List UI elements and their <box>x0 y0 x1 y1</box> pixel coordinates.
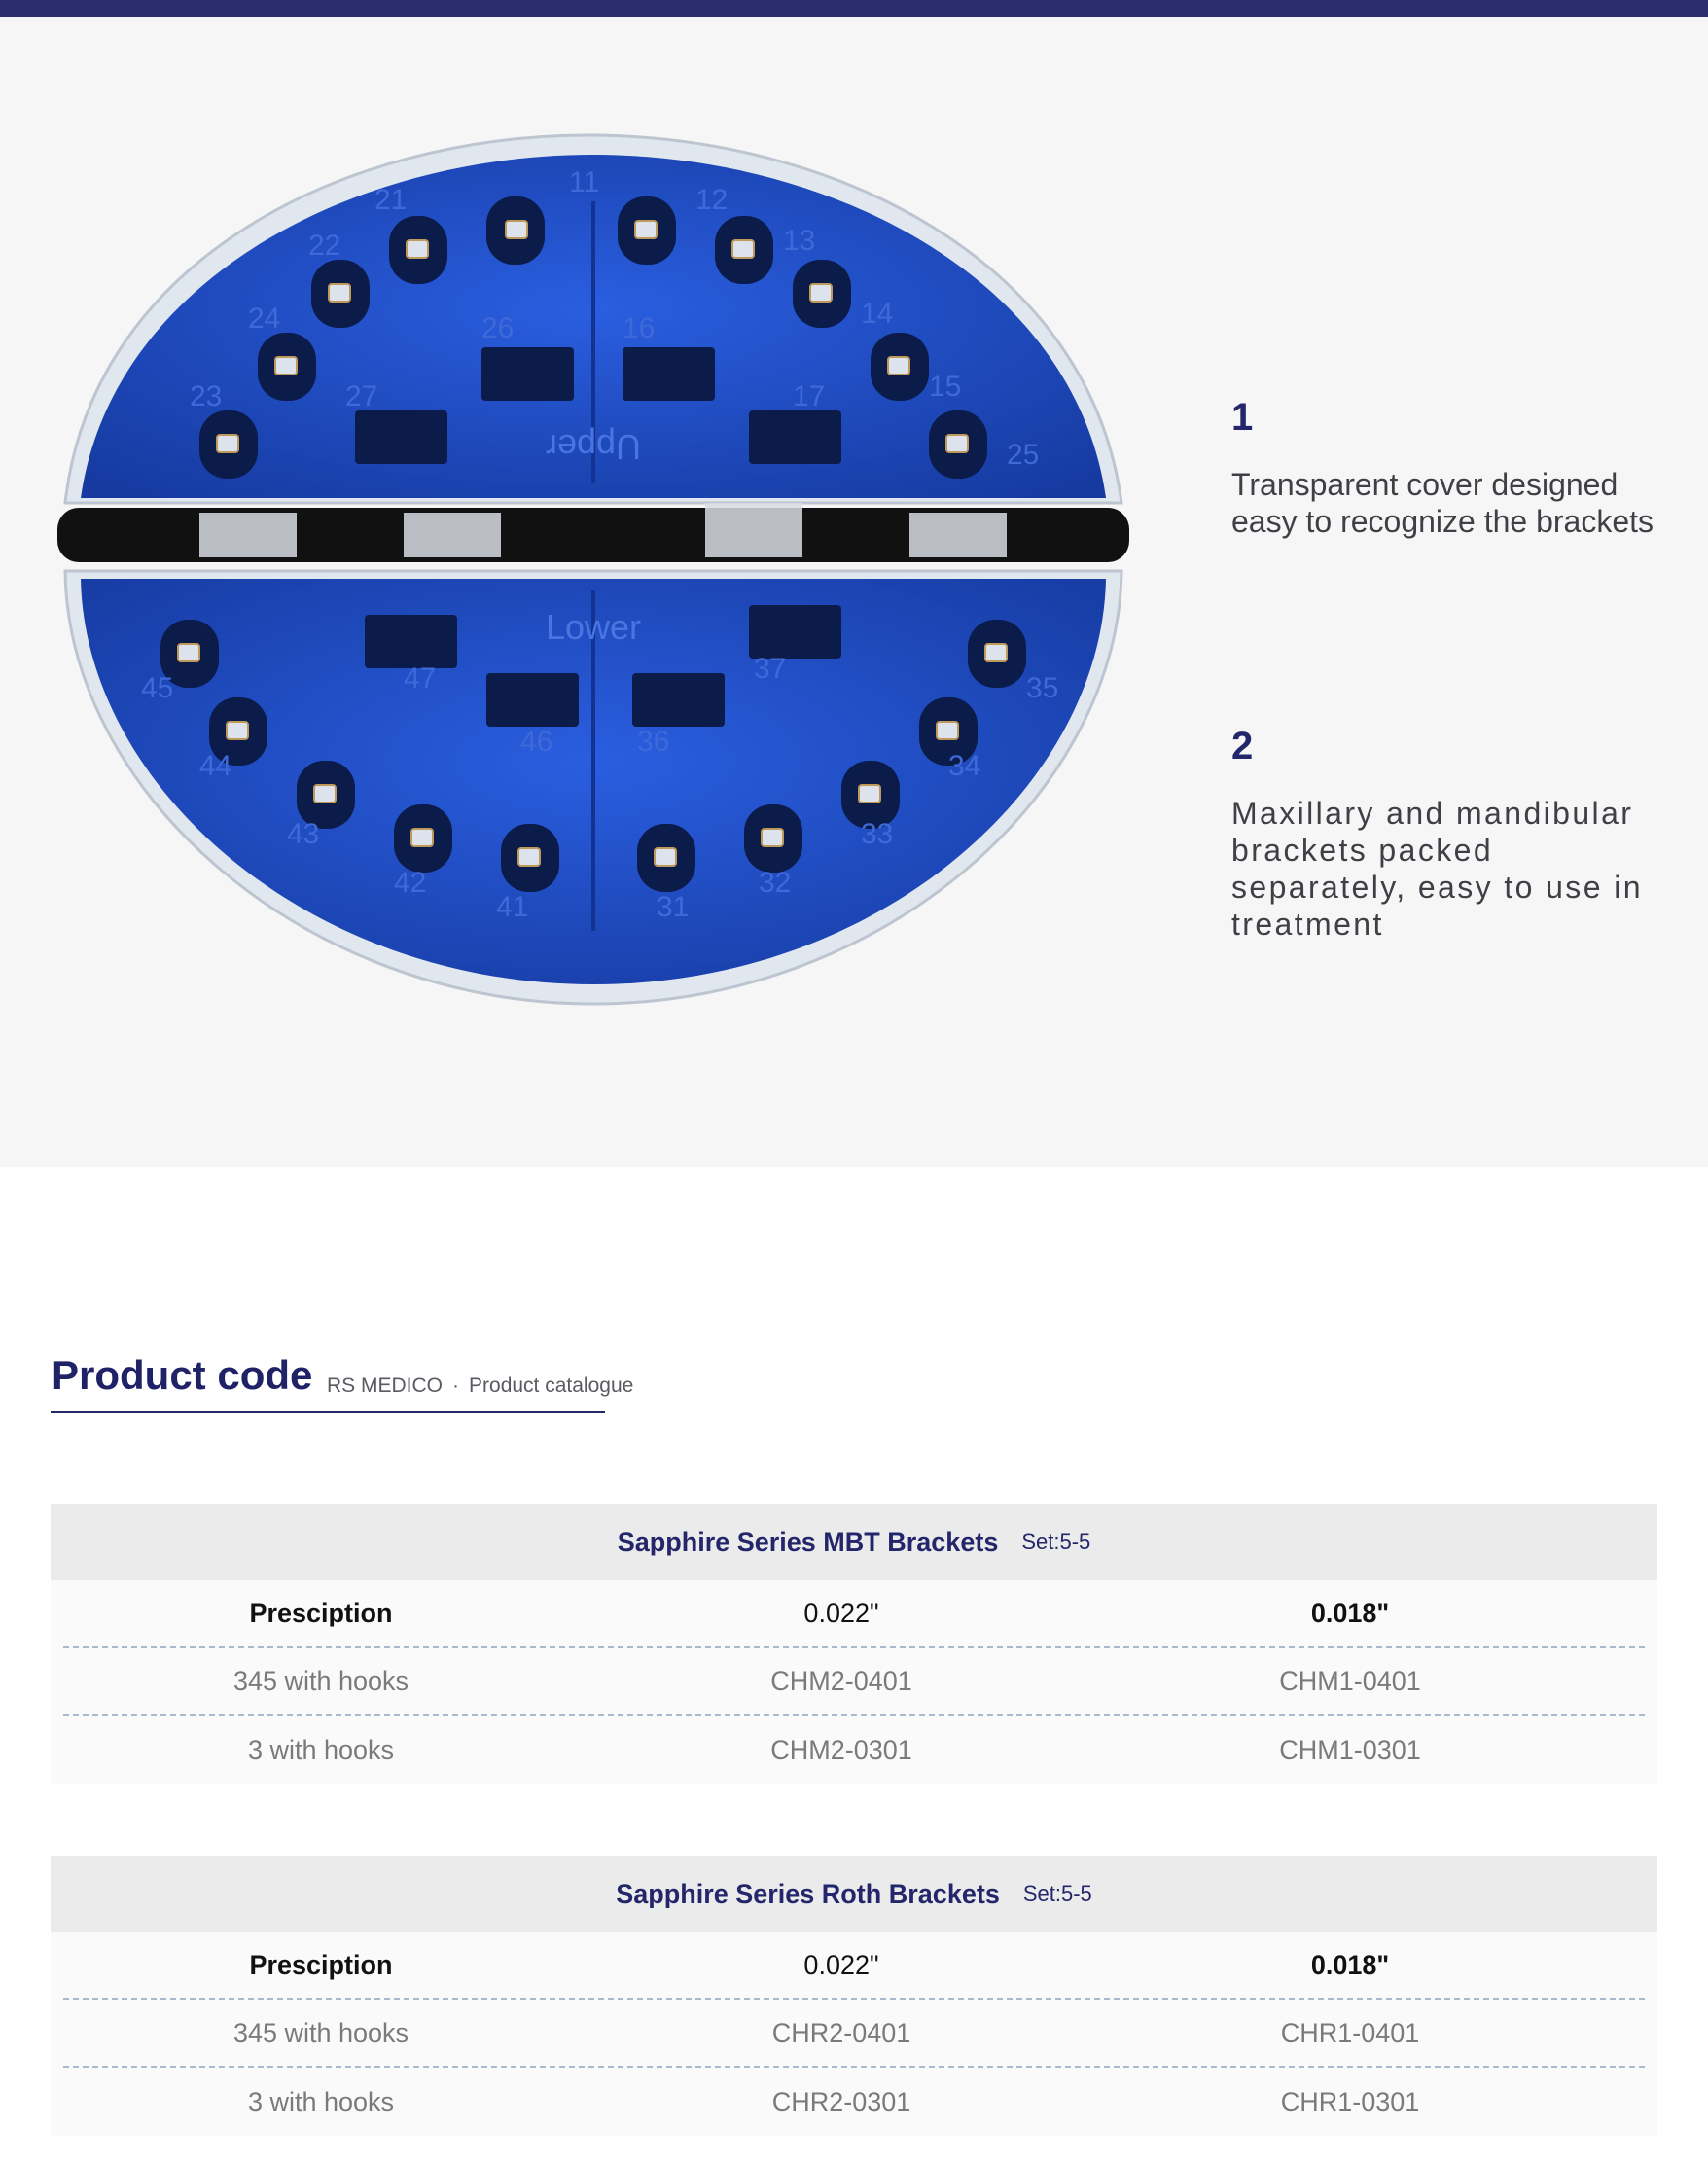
table-cell: 345 with hooks <box>232 1665 409 1695</box>
upper-tooth-number: 25 <box>1007 439 1040 471</box>
upper-tooth-number: 17 <box>793 380 826 412</box>
upper-tooth-number: 15 <box>929 371 962 403</box>
lower-tooth-number: 42 <box>394 867 427 899</box>
upper-tooth-number: 21 <box>374 184 408 216</box>
lower-tooth-number: 32 <box>759 867 792 899</box>
table-row <box>63 2068 1645 2136</box>
feature-number: 2 <box>1231 725 1254 767</box>
lower-tooth-number: 37 <box>754 653 787 685</box>
upper-tooth-number: 23 <box>190 380 223 412</box>
product-code-heading <box>51 1347 634 1413</box>
column-header: 0.018" <box>1310 1949 1390 1980</box>
upper-tray-label: Upper <box>545 427 642 467</box>
feature-1 <box>1231 398 1679 540</box>
table-cell: 345 with hooks <box>232 2017 409 2048</box>
table-cell: CHM2-0401 <box>770 1665 912 1695</box>
column-header: 0.018" <box>1310 1597 1390 1627</box>
brand-name: RS MEDICO <box>327 1374 444 1397</box>
table-header <box>51 1504 1657 1580</box>
upper-tooth-number: 22 <box>308 230 341 262</box>
catalogue-label: Product catalogue <box>469 1374 634 1397</box>
table-title: Sapphire Series Roth Brackets <box>616 1878 1000 1908</box>
table-column-header-row <box>63 1580 1645 1648</box>
section-subtitle <box>327 1374 633 1398</box>
product-table-roth <box>51 1856 1657 2136</box>
lower-tray-label: Lower <box>545 607 642 647</box>
separator: · <box>452 1374 460 1397</box>
table-title: Sapphire Series MBT Brackets <box>617 1526 999 1556</box>
table-column-header-row <box>63 1932 1645 2000</box>
table-row <box>63 1716 1645 1784</box>
column-header: Presciption <box>249 1597 393 1627</box>
upper-tooth-number: 11 <box>569 166 600 198</box>
section-title: Product code <box>52 1352 313 1398</box>
bracket-case-illustration <box>53 114 1133 1018</box>
lower-tooth-number: 36 <box>637 726 670 758</box>
upper-tooth-number: 13 <box>783 225 816 257</box>
lower-tooth-number: 45 <box>141 672 174 704</box>
lower-tooth-number: 31 <box>657 891 690 923</box>
table-cell: CHR1-0401 <box>1280 2017 1420 2048</box>
table-row <box>63 1648 1645 1716</box>
product-hero <box>0 17 1708 1167</box>
table-cell: CHM1-0401 <box>1279 1665 1421 1695</box>
table-cell: CHR1-0301 <box>1280 2087 1420 2117</box>
lower-tooth-number: 47 <box>404 662 437 695</box>
feature-text: Maxillary and mandibular brackets packed separately, easy to use in treatment <box>1231 796 1643 942</box>
feature-text: Transparent cover designed easy to recognize the brackets <box>1231 467 1655 539</box>
upper-tooth-number: 24 <box>248 303 281 335</box>
column-header: 0.022" <box>803 1949 879 1980</box>
table-body <box>51 1580 1657 1784</box>
table-cell: CHM1-0301 <box>1279 1734 1421 1765</box>
table-cell: 3 with hooks <box>247 2087 395 2117</box>
column-header: Presciption <box>249 1949 393 1980</box>
table-set: Set:5-5 <box>1022 1881 1092 1906</box>
product-table-mbt <box>51 1504 1657 1784</box>
upper-tooth-number: 12 <box>695 184 729 216</box>
lower-tooth-number: 44 <box>199 750 232 782</box>
table-set: Set:5-5 <box>1021 1529 1091 1553</box>
table-cell: CHR2-0401 <box>771 2017 911 2048</box>
lower-tooth-number: 35 <box>1026 672 1059 704</box>
lower-tooth-number: 46 <box>520 726 553 758</box>
table-cell: 3 with hooks <box>247 1734 395 1765</box>
table-cell: CHR2-0301 <box>771 2087 911 2117</box>
upper-tooth-number: 26 <box>481 312 515 344</box>
upper-tooth-number: 14 <box>861 298 894 330</box>
table-header <box>51 1856 1657 1932</box>
upper-tooth-number: 27 <box>345 380 378 412</box>
lower-tooth-number: 34 <box>948 750 981 782</box>
lower-tooth-number: 41 <box>496 891 529 923</box>
feature-2 <box>1231 727 1679 943</box>
lower-tooth-number: 43 <box>287 818 320 850</box>
upper-tooth-number: 16 <box>623 312 656 344</box>
column-header: 0.022" <box>803 1597 879 1627</box>
table-cell: CHM2-0301 <box>770 1734 912 1765</box>
table-row <box>63 2000 1645 2068</box>
table-body <box>51 1932 1657 2136</box>
lower-tooth-number: 33 <box>861 818 894 850</box>
feature-number: 1 <box>1231 396 1254 439</box>
top-bar <box>0 0 1708 17</box>
